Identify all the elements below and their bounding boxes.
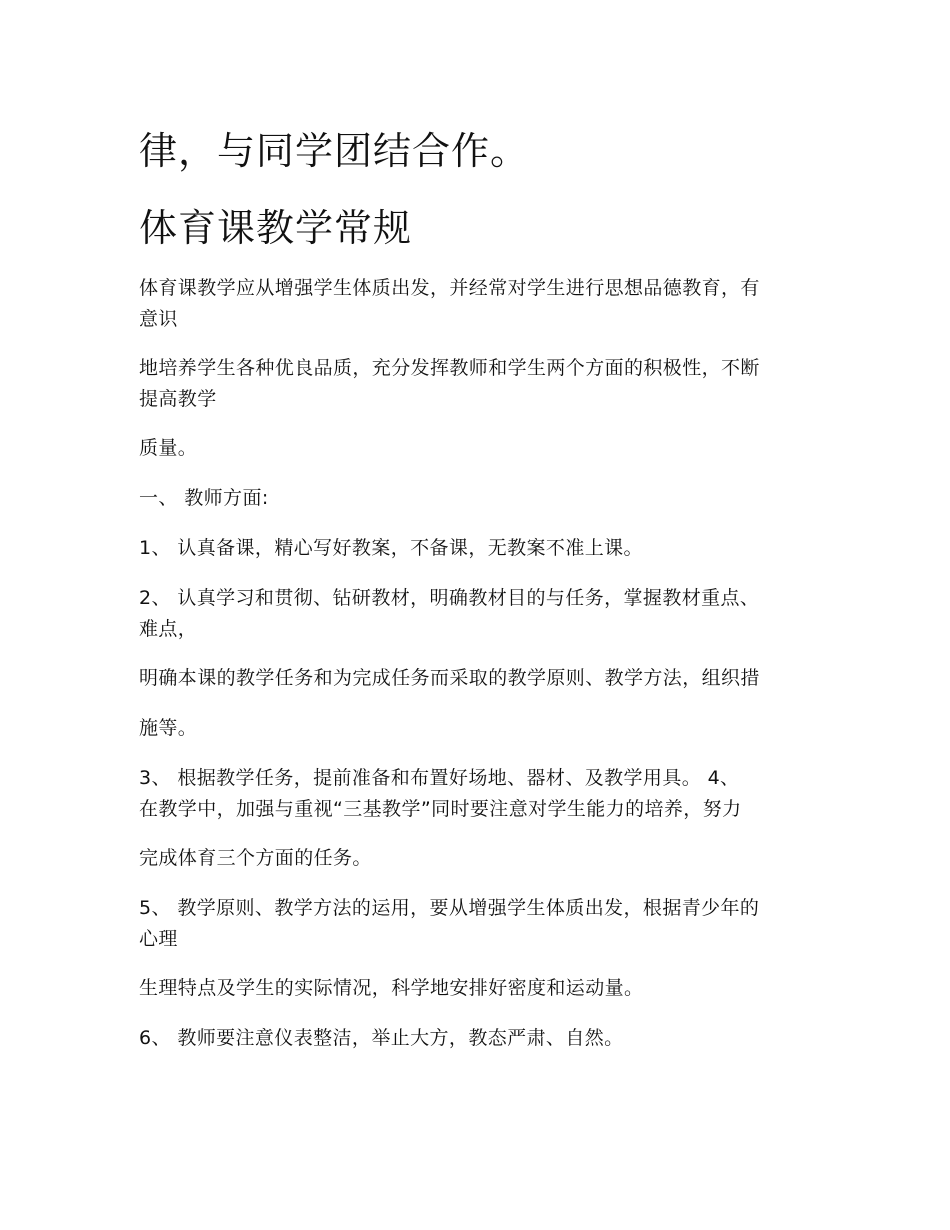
paragraph-line: 地培养学生各种优良品质，充分发挥教师和学生两个方面的积极性，不断 — [139, 357, 760, 379]
section-subheading: 一、 教师方面: — [139, 487, 269, 509]
paragraph-line: 意识 — [139, 308, 178, 330]
list-item: 1、 认真备课，精心写好教案，不备课，无教案不准上课。 — [139, 537, 643, 559]
paragraph-line: 质量。 — [139, 437, 198, 459]
list-item: 6、 教师要注意仪表整洁，举止大方，教态严肃、自然。 — [139, 1027, 624, 1049]
list-item-continuation: 难点， — [139, 618, 198, 640]
section-title: 体育课教学常规 — [139, 206, 413, 250]
paragraph-line: 完成体育三个方面的任务。 — [139, 847, 372, 869]
list-item-continuation: 在教学中，加强与重视“三基教学”同时要注意对学生能力的培养，努力 — [139, 798, 742, 820]
paragraph-line: 施等。 — [139, 717, 198, 739]
paragraph-line: 明确本课的教学任务和为完成任务而采取的教学原则、教学方法，组织措 — [139, 667, 760, 689]
paragraph-line: 提高教学 — [139, 388, 217, 410]
list-item: 3、 根据教学任务，提前准备和布置好场地、器材、及教学用具。 4、 — [139, 767, 740, 789]
list-item-continuation: 心理 — [139, 928, 178, 950]
list-item: 2、 认真学习和贯彻、钻研教材，明确教材目的与任务，掌握教材重点、 — [139, 587, 760, 609]
paragraph-line: 生理特点及学生的实际情况，科学地安排好密度和运动量。 — [139, 977, 644, 999]
paragraph-line: 体育课教学应从增强学生体质出发，并经常对学生进行思想品德教育，有 — [139, 277, 760, 299]
list-item: 5、 教学原则、教学方法的运用，要从增强学生体质出发，根据青少年的 — [139, 897, 760, 919]
continuation-heading: 律，与同学团结合作。 — [139, 129, 530, 173]
